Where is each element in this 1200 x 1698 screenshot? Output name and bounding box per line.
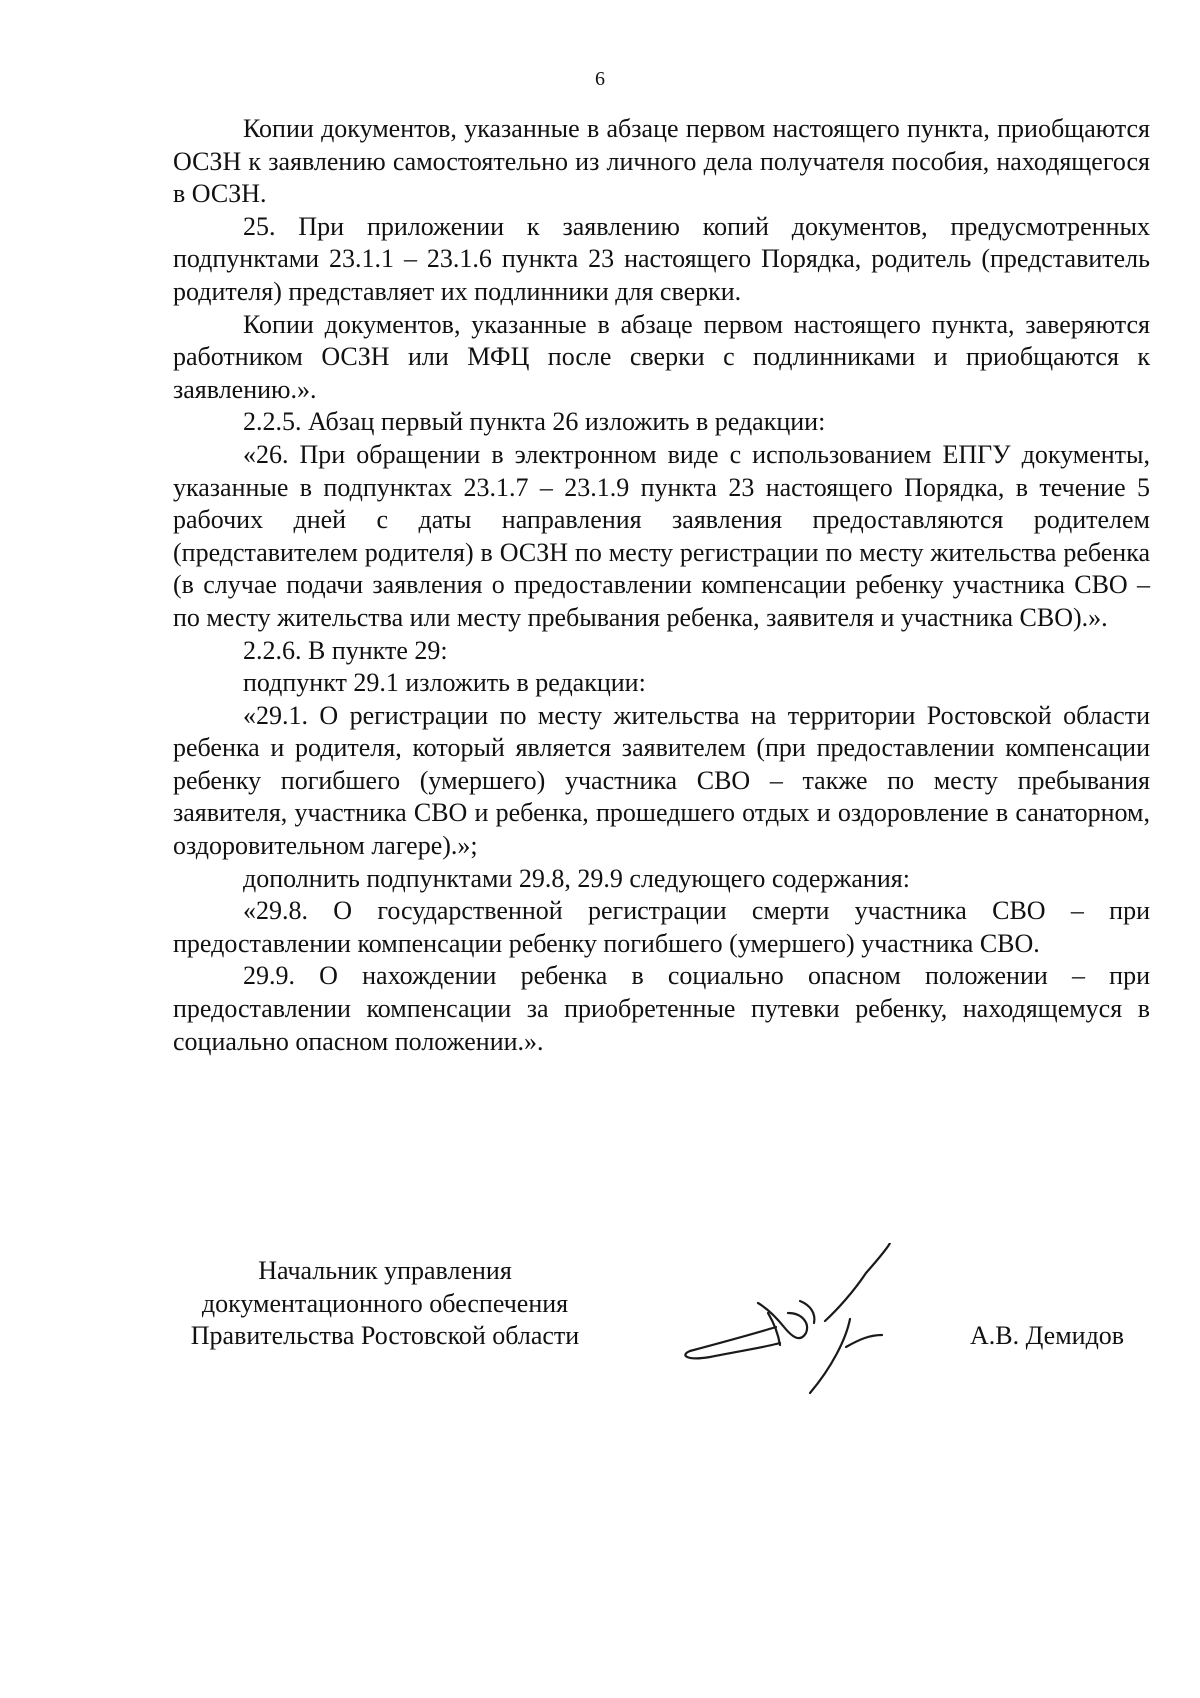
signer-name: А.В. Демидов <box>970 1321 1125 1350</box>
signer-position-line: Правительства Ростовской области <box>190 1321 580 1351</box>
signer-position-line: документационного обеспечения <box>201 1288 569 1318</box>
signer-position-line: Начальник управления <box>258 1256 512 1285</box>
paragraph: «29.8. О государственной регистрации смерти участника СВО – при предоставлении компенсации ребенку погибшего (умершего) участника СВО. <box>173 896 1150 958</box>
signer-position <box>170 1255 600 1353</box>
document-body <box>173 113 1150 1058</box>
handwritten-signature <box>650 1243 910 1403</box>
paragraph: 2.2.5. Абзац первый пункта 26 изложить в редакции: <box>243 407 826 437</box>
paragraph: «29.1. О регистрации по месту жительства на территории Ростовской области ребенка и родителя, который является заявителем (при предоставлении компенсации ребенку погибшего (умершего) участника СВО – также по месту пребывания заявителя, участника СВО и ребенка, прошедшего отдых и оздоровление в санаторном, оздоровительном лагере).»; <box>173 700 1150 861</box>
paragraph: 2.2.6. В пункте 29: <box>243 635 448 665</box>
signature-block <box>150 1255 1160 1415</box>
paragraph: «26. При обращении в электронном виде с использованием ЕПГУ документы, указанные в подпунктах 23.1.7 – 23.1.9 пункта 23 настоящего Порядка, в течение 5 рабочих дней с даты направления заявления предоставляются родителем (представителем родителя) в ОСЗН по месту регистрации по месту жительства ребенка (в случае подачи заявления о предоставлении компенсации ребенку участника СВО – по месту жительства или месту пребывания ребенка, заявителя и участника СВО).». <box>173 439 1150 632</box>
paragraph: Копии документов, указанные в абзаце первом настоящего пункта, заверяются работником ОСЗН или МФЦ после сверки с подлинниками и приобщаются к заявлению.». <box>173 309 1150 404</box>
paragraph: 25. При приложении к заявлению копий документов, предусмотренных подпунктами 23.1.1 – 23.1.6 пункта 23 настоящего Порядка, родитель (представитель родителя) представляет их подлинники для сверки. <box>173 211 1150 306</box>
paragraph: подпункт 29.1 изложить в редакции: <box>243 668 646 698</box>
paragraph: Копии документов, указанные в абзаце первом настоящего пункта, приобщаются ОСЗН к заявлению самостоятельно из личного дела получателя пособия, находящегося в ОСЗН. <box>173 114 1150 209</box>
paragraph: 29.9. О нахождении ребенка в социально опасном положении – при предоставлении компенсации за приобретенные путевки ребенку, находящемуся в социально опасном положении.». <box>173 961 1150 1056</box>
paragraph: дополнить подпунктами 29.8, 29.9 следующего содержания: <box>243 863 910 893</box>
page-number: 6 <box>595 68 605 90</box>
